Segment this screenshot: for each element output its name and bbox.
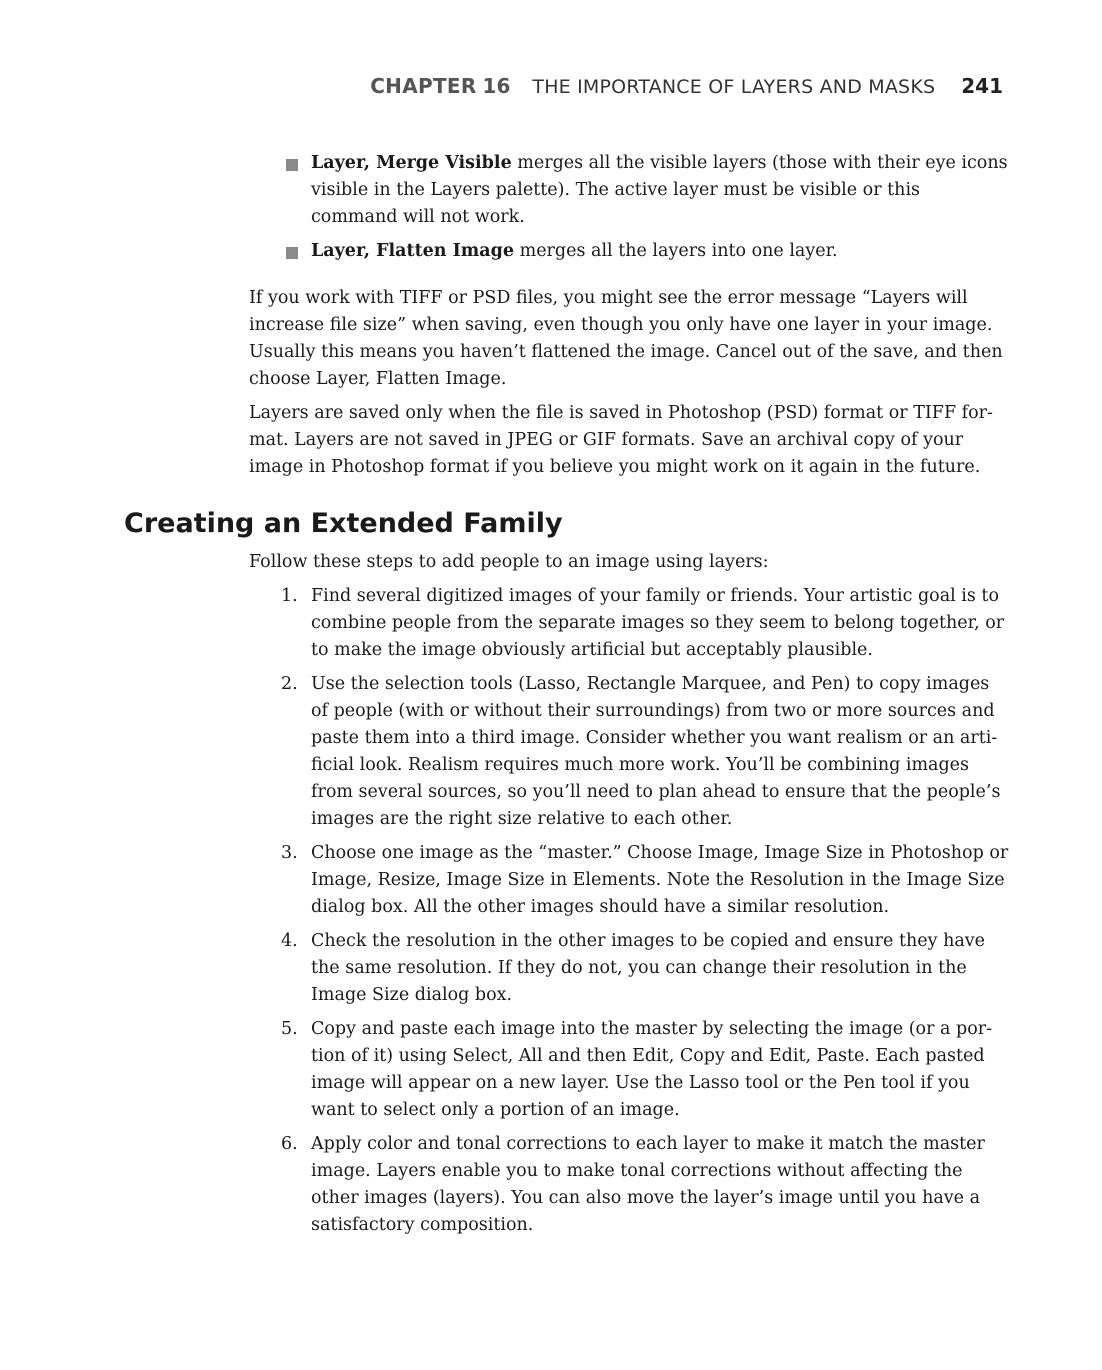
step-number: 4.: [281, 931, 298, 951]
step-text: Apply color and tonal corrections to each layer to make it match the master image. Layers enable you to make tonal corrections without affecting the other images (layers). You can also move the layer’s image until you have a satisfactory composition.: [311, 1134, 985, 1235]
step-number: 5.: [281, 1019, 298, 1039]
step-text: Find several digitized images of your family or friends. Your artistic goal is to combine people from the separate images so they seem to belong together, or to make the image obviously artificial but acceptably plausible.: [311, 586, 1005, 660]
steps-list: [249, 583, 1009, 1239]
step-item: [281, 671, 1009, 833]
step-item: [281, 840, 1009, 921]
body-text-top: [249, 150, 1009, 488]
step-number: 3.: [281, 843, 298, 863]
bullet-item: [311, 150, 1009, 231]
square-bullet-icon: [286, 247, 298, 259]
step-text: Use the selection tools (Lasso, Rectangle Marquee, and Pen) to copy images of people (with or without their surroundings) from two or more sources and paste them into a third image. Consider whether you want realism or an artificial look. Realism requires much more work. You’ll be combining images from several sources, so you’ll need to plan ahead to ensure that the people’s images are the right size relative to each other.: [311, 674, 1001, 829]
step-item: [281, 1016, 1009, 1124]
step-text: Copy and paste each image into the master by selecting the image (or a portion of it) using Select, All and then Edit, Copy and Edit, Paste. Each pasted image will appear on a new layer. Use the Lasso tool or the Pen tool if you want to select only a portion of an image.: [311, 1019, 993, 1120]
step-item: [281, 1131, 1009, 1239]
paragraph: If you work with TIFF or PSD files, you might see the error message “Layers will increase file size” when saving, even though you only have one layer in your image. Usually this means you haven’t flattened the image. Cancel out of the save, and then choose Layer, Flatten Image.: [249, 288, 1003, 389]
step-text: Check the resolution in the other images to be copied and ensure they have the same resolution. If they do not, you can change their resolution in the Image Size dialog box.: [311, 931, 986, 1005]
section-heading: Creating an Extended Family: [124, 508, 563, 539]
bullet-term: Layer, Flatten Image: [311, 241, 515, 261]
step-number: 1.: [281, 586, 298, 606]
step-number: 2.: [281, 674, 298, 694]
step-number: 6.: [281, 1134, 298, 1154]
chapter-label: CHAPTER: [370, 74, 477, 98]
running-header: [370, 74, 1003, 98]
bullet-list: [249, 150, 1009, 265]
page-number: 241: [961, 74, 1003, 98]
bullet-text: merges all the layers into one layer.: [514, 241, 838, 261]
bullet-term: Layer, Merge Visible: [311, 153, 512, 173]
section-intro: Follow these steps to add people to an image using layers:: [249, 552, 769, 572]
chapter-title: THE IMPORTANCE OF LAYERS AND MASKS: [532, 76, 936, 98]
chapter-number: 16: [482, 74, 511, 98]
step-item: [281, 583, 1009, 664]
body-text-steps: [249, 549, 1009, 1246]
bullet-item: [311, 238, 1009, 265]
step-item: [281, 928, 1009, 1009]
square-bullet-icon: [286, 159, 298, 171]
step-text: Choose one image as the “master.” Choose Image, Image Size in Photoshop or Image, Resize, Image Size in Elements. Note the Resolution in the Image Size dialog box. All the other images should have a similar resolution.: [311, 843, 1009, 917]
paragraph: Layers are saved only when the file is saved in Photoshop (PSD) format or TIFF format. Layers are not saved in JPEG or GIF formats. Save an archival copy of your image in Photoshop format if you believe you might work on it again in the future.: [249, 403, 993, 477]
bullet-text: merges all the visible layers (those with their eye icons visible in the Layers palette). The active layer must be visible or this command will not work.: [311, 153, 1008, 227]
